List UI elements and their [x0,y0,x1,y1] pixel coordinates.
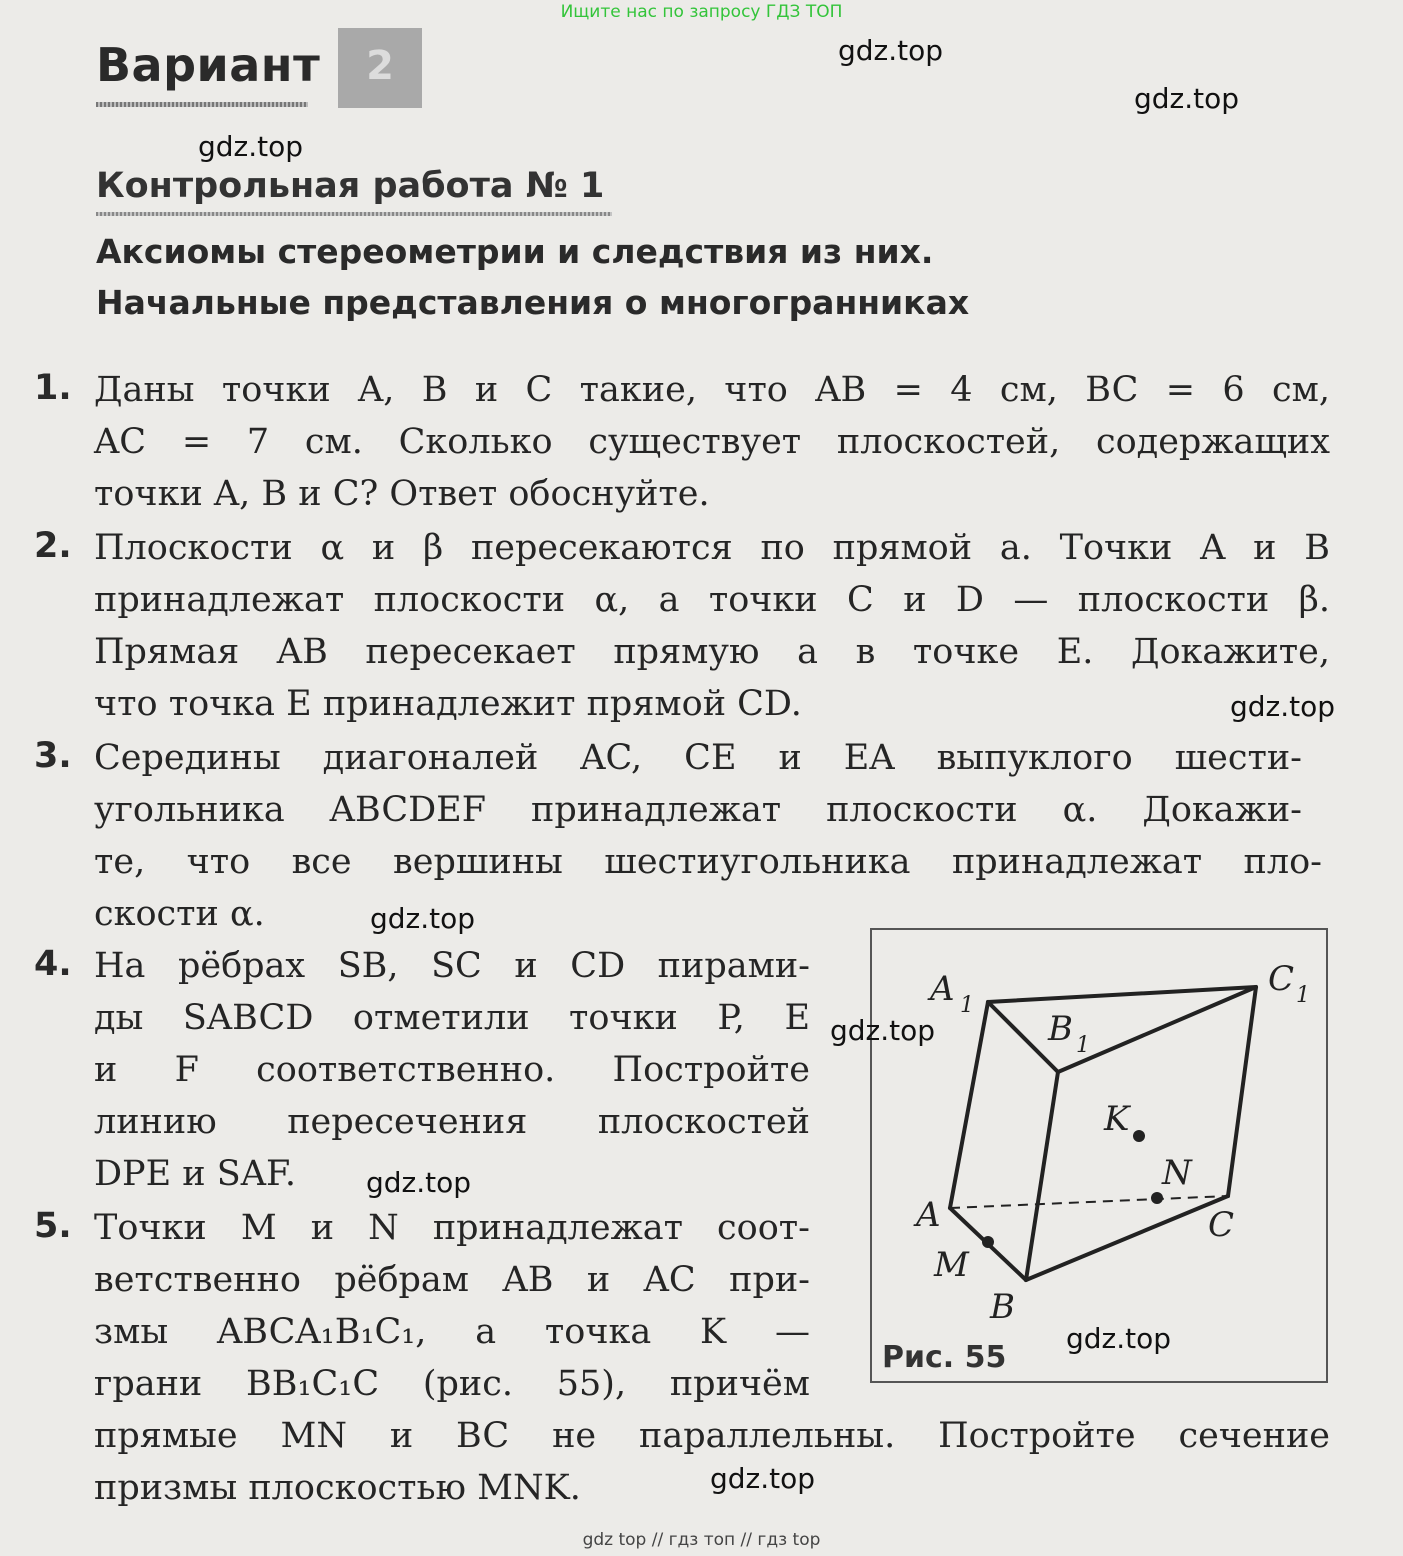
figure-caption: Рис. 55 [882,1340,1007,1375]
edge-ac-hidden [950,1196,1228,1208]
problem-2-line-2: принадлежат плоскости α, а точки C и D — плоскости β. [94,580,1330,620]
watermark: gdz.top [838,34,944,67]
variant-label: Вариант [96,38,321,92]
problem-4-line-2: ды SABCD отметили точки P, E [94,998,810,1038]
variant-underline [96,102,308,107]
point-n-dot [1151,1192,1163,1204]
label-a1-sub: 1 [960,993,974,1018]
problem-1-line-2: AC = 7 см. Сколько существует плоскостей, содержащих [94,422,1330,462]
watermark: gdz.top [370,902,476,935]
footer-links: gdz top // гдз топ // гдз top [582,1530,821,1550]
work-title-underline [96,212,612,216]
label-c1: C [1268,959,1295,999]
problem-4-number: 4. [34,944,72,984]
watermark: gdz.top [1230,690,1336,723]
problem-4-line-5: DPE и SAF. [94,1154,296,1194]
watermark: gdz.top [830,1014,936,1047]
top-banner: Ищите нас по запросу ГДЗ ТОП [560,2,843,22]
problem-5-line-3: змы ABCA₁B₁C₁, а точка K — [94,1312,810,1352]
problem-3-line-3: те, что все вершины шестиугольника принадлежат пло- [94,842,1322,882]
watermark: gdz.top [1134,82,1240,115]
problem-2-line-3: Прямая AB пересекает прямую a в точке E. Докажите, [94,632,1330,672]
watermark: gdz.top [366,1166,472,1199]
label-m: M [934,1245,969,1285]
problem-5-line-5: прямые MN и BC не параллельны. Постройте сечение [94,1416,1330,1456]
problem-1-line-1: Даны точки A, B и C такие, что AB = 4 см, BC = 6 см, [94,370,1330,410]
prism-diagram [872,930,1326,1381]
problem-4-line-3: и F соответственно. Постройте [94,1050,810,1090]
watermark: gdz.top [710,1462,816,1495]
variant-number-badge: 2 [338,28,422,108]
watermark: gdz.top [198,130,304,163]
problem-5-line-6: призмы плоскостью MNK. [94,1468,581,1508]
problem-5-line-1: Точки M и N принадлежат соот- [94,1208,810,1248]
problem-3-line-1: Середины диагоналей AC, CE и EA выпуклого шести- [94,738,1302,778]
label-a: A [916,1195,941,1235]
work-title: Контрольная работа № 1 [96,166,605,206]
edge-bc [1026,1196,1228,1280]
problem-3-number: 3. [34,736,72,776]
problem-1-line-3: точки A, B и C? Ответ обоснуйте. [94,474,710,514]
label-b1: B [1048,1009,1073,1049]
label-n: N [1162,1153,1192,1193]
problem-4-line-1: На рёбрах SB, SC и CD пирами- [94,946,810,986]
problem-1-number: 1. [34,368,72,408]
problem-4-line-4: линию пересечения плоскостей [94,1102,810,1142]
topic-line-2: Начальные представления о многогранниках [96,283,970,322]
topic-line-1: Аксиомы стереометрии и следствия из них. [96,232,934,271]
edge-cc1 [1228,987,1256,1196]
point-m-dot [982,1236,994,1248]
edge-bb1 [1026,1072,1058,1280]
edge-b1c1 [1058,987,1256,1072]
label-a1: A [930,969,955,1009]
edge-aa1 [950,1002,988,1208]
watermark: gdz.top [1066,1322,1172,1355]
label-c1-sub: 1 [1296,983,1310,1008]
label-k: K [1104,1099,1130,1139]
problem-2-number: 2. [34,526,72,566]
point-k-dot [1133,1130,1145,1142]
problem-5-number: 5. [34,1206,72,1246]
problem-5-line-2: ветственно рёбрам AB и AC при- [94,1260,810,1300]
label-b: B [990,1287,1015,1327]
edge-a1c1 [988,987,1256,1002]
problem-2-line-1: Плоскости α и β пересекаются по прямой a. Точки A и B [94,528,1330,568]
label-b1-sub: 1 [1076,1033,1090,1058]
figure-55-frame [870,928,1328,1383]
problem-3-line-4: скости α. [94,894,265,934]
problem-2-line-4: что точка E принадлежит прямой CD. [94,684,802,724]
problem-3-line-2: угольника ABCDEF принадлежат плоскости α. Докажи- [94,790,1302,830]
label-c: C [1208,1205,1235,1245]
problem-5-line-4: грани BB₁C₁C (рис. 55), причём [94,1364,810,1404]
